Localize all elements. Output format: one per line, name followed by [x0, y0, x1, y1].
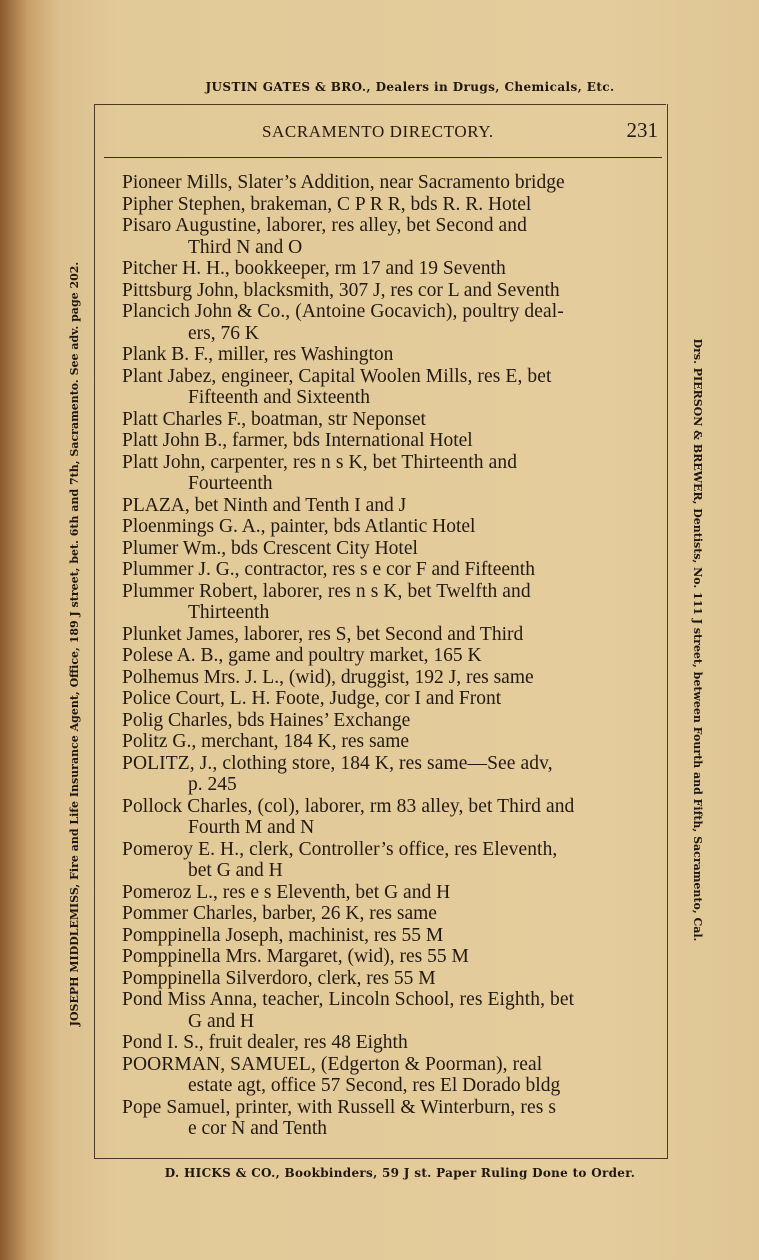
- entry-line: Platt John, carpenter, res n s K, bet Thirteenth and: [122, 451, 518, 473]
- entry-line: Police Court, L. H. Foote, Judge, cor I and Front: [122, 688, 502, 709]
- directory-entry: [122, 903, 652, 925]
- entry-line: Politz G., merchant, 184 K, res same: [122, 731, 410, 752]
- directory-entry: [122, 581, 652, 624]
- directory-entry: [122, 710, 652, 732]
- directory-entry: [122, 538, 652, 560]
- left-advertisement-banner: JOSEPH MIDDLEMISS, Fire and Life Insurance Agent, Office, 189 J street, bet. 6th and 7th, Sacramento. See adv. page 202.: [68, 261, 81, 1027]
- directory-entry: [122, 172, 652, 194]
- entry-continuation-line: Thirteenth: [188, 602, 270, 623]
- directory-entry: [122, 301, 652, 344]
- directory-entry: [122, 258, 652, 280]
- directory-entries: [122, 172, 652, 1140]
- page-number: 231: [626, 118, 658, 142]
- right-advertisement-banner: Drs. PIERSON & BREWER, Dentists, No. 111 J street, between Fourth and Fifth, Sacramento, Cal.: [691, 338, 704, 942]
- directory-entry: [122, 624, 652, 646]
- directory-entry: [122, 946, 652, 968]
- entry-line: Pope Samuel, printer, with Russell & Winterburn, res s: [122, 1096, 557, 1118]
- entry-line: Plant Jabez, engineer, Capital Woolen Mills, res E, bet: [122, 365, 552, 387]
- directory-entry: [122, 968, 652, 990]
- entry-line: POLITZ, J., clothing store, 184 K, res same—See adv,: [122, 752, 553, 774]
- entry-line: Pond I. S., fruit dealer, res 48 Eighth: [122, 1032, 408, 1053]
- directory-entry: [122, 516, 652, 538]
- entry-continuation-line: Fourteenth: [188, 473, 273, 494]
- entry-line: Pisaro Augustine, laborer, res alley, bet Second and: [122, 215, 527, 236]
- entry-line: Plunket James, laborer, res S, bet Second and Third: [122, 623, 524, 645]
- directory-entry: [122, 989, 652, 1032]
- entry-line: Pioneer Mills, Slater’s Addition, near Sacramento bridge: [122, 172, 565, 193]
- entry-line: Ploenmings G. A., painter, bds Atlantic Hotel: [122, 516, 476, 537]
- directory-entry: [122, 215, 652, 258]
- directory-entry: [122, 839, 652, 882]
- directory-entry: [122, 430, 652, 452]
- directory-entry: [122, 925, 652, 947]
- entry-line: Pomppinella Mrs. Margaret, (wid), res 55 M: [122, 946, 469, 967]
- entry-line: Platt John B., farmer, bds International Hotel: [122, 430, 473, 451]
- entry-continuation-line: bet G and H: [188, 860, 283, 881]
- entry-continuation-line: Fourth M and N: [188, 817, 315, 838]
- entry-continuation-line: Fifteenth and Sixteenth: [188, 387, 370, 408]
- directory-title: SACRAMENTO DIRECTORY.: [262, 122, 494, 141]
- directory-entry: [122, 559, 652, 581]
- directory-entry: [122, 366, 652, 409]
- entry-continuation-line: e cor N and Tenth: [188, 1118, 328, 1139]
- entry-line: Pittsburg John, blacksmith, 307 J, res cor L and Seventh: [122, 279, 560, 301]
- directory-entry: [122, 194, 652, 216]
- directory-entry: [122, 688, 652, 710]
- directory-entry: [122, 731, 652, 753]
- entry-line: Plancich John & Co., (Antoine Gocavich), poultry deal-: [122, 301, 564, 322]
- entry-line: Polhemus Mrs. J. L., (wid), druggist, 192 J, res same: [122, 666, 534, 688]
- entry-line: POORMAN, SAMUEL, (Edgerton & Poorman), real: [122, 1053, 543, 1075]
- directory-entry: [122, 753, 652, 796]
- entry-line: Pomppinella Joseph, machinist, res 55 M: [122, 924, 444, 946]
- bottom-advertisement-banner: D. HICKS & CO., Bookbinders, 59 J st. Paper Ruling Done to Order.: [164, 1166, 636, 1180]
- directory-entry: [122, 495, 652, 517]
- entry-line: Polig Charles, bds Haines’ Exchange: [122, 709, 411, 731]
- entry-continuation-line: ers, 76 K: [188, 322, 259, 344]
- entry-line: Polese A. B., game and poultry market, 165 K: [122, 645, 482, 666]
- entry-line: PLAZA, bet Ninth and Tenth I and J: [122, 494, 407, 516]
- entry-line: Pollock Charles, (col), laborer, rm 83 alley, bet Third and: [122, 795, 575, 817]
- directory-entry: [122, 280, 652, 302]
- entry-line: Plank B. F., miller, res Washington: [122, 344, 394, 365]
- entry-continuation-line: Third N and O: [188, 236, 303, 258]
- entry-line: Plummer Robert, laborer, res n s K, bet Twelfth and: [122, 580, 531, 602]
- entry-continuation-line: G and H: [188, 1010, 255, 1032]
- entry-line: Pipher Stephen, brakeman, C P R R, bds R. R. Hotel: [122, 193, 532, 215]
- directory-entry: [122, 409, 652, 431]
- directory-entry: [122, 667, 652, 689]
- entry-line: Plummer J. G., contractor, res s e cor F and Fifteenth: [122, 559, 535, 580]
- directory-entry: [122, 1097, 652, 1140]
- header-rule: [104, 157, 662, 158]
- directory-entry: [122, 1054, 652, 1097]
- directory-entry: [122, 452, 652, 495]
- entry-continuation-line: estate agt, office 57 Second, res El Dorado bldg: [188, 1075, 561, 1096]
- directory-entry: [122, 882, 652, 904]
- directory-entry: [122, 1032, 652, 1054]
- directory-entry: [122, 645, 652, 667]
- directory-entry: [122, 344, 652, 366]
- entry-line: Pitcher H. H., bookkeeper, rm 17 and 19 Seventh: [122, 258, 506, 279]
- entry-line: Pond Miss Anna, teacher, Lincoln School, res Eighth, bet: [122, 989, 575, 1010]
- entry-line: Platt Charles F., boatman, str Neponset: [122, 408, 426, 430]
- entry-continuation-line: p. 245: [188, 774, 237, 795]
- entry-line: Plumer Wm., bds Crescent City Hotel: [122, 537, 418, 559]
- directory-entry: [122, 796, 652, 839]
- entry-line: Pomeroz L., res e s Eleventh, bet G and H: [122, 881, 451, 903]
- entry-line: Pommer Charles, barber, 26 K, res same: [122, 903, 437, 924]
- top-advertisement-banner: JUSTIN GATES & BRO., Dealers in Drugs, Chemicals, Etc.: [205, 80, 615, 94]
- entry-line: Pomppinella Silverdoro, clerk, res 55 M: [122, 967, 436, 989]
- entry-line: Pomeroy E. H., clerk, Controller’s office, res Eleventh,: [122, 838, 558, 860]
- running-head: [96, 118, 664, 148]
